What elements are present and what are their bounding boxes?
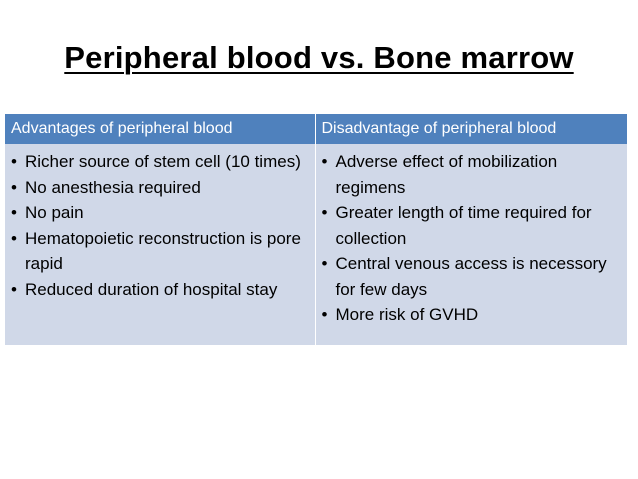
table-body-row (5, 144, 627, 345)
disadvantages-cell (315, 144, 627, 345)
list-item (11, 200, 309, 226)
bullet-icon: • (11, 228, 17, 248)
disadvantage-text: Greater length of time required for collection (335, 203, 592, 248)
advantages-cell (5, 144, 315, 345)
header-advantages: Advantages of peripheral blood (5, 114, 315, 144)
list-item (322, 251, 622, 302)
advantage-text: No pain (25, 203, 84, 222)
bullet-icon: • (321, 152, 328, 171)
advantage-text: Richer source of stem cell (10 times) (25, 152, 301, 171)
bullet-icon: • (321, 305, 328, 324)
table-header-row (5, 114, 627, 144)
slide-title: Peripheral blood vs. Bone marrow (64, 40, 574, 75)
bullet-icon: • (321, 203, 328, 222)
bullet-icon: • (321, 254, 328, 273)
list-item (322, 149, 622, 200)
advantage-text: No anesthesia required (25, 177, 201, 197)
bullet-icon: • (11, 203, 17, 222)
disadvantage-text: More risk of GVHD (335, 305, 479, 324)
list-item (11, 277, 309, 303)
comparison-table (5, 114, 627, 345)
disadvantage-text: Adverse effect of mobilization regimens (335, 152, 558, 197)
advantages-list (11, 149, 309, 302)
bullet-icon: • (11, 177, 17, 197)
list-item (322, 302, 622, 328)
bullet-icon: • (11, 279, 17, 299)
disadvantages-list (322, 149, 622, 328)
list-item (322, 200, 622, 251)
header-disadvantages: Disadvantage of peripheral blood (315, 114, 627, 144)
advantage-text: Reduced duration of hospital stay (25, 279, 278, 299)
bullet-icon: • (11, 152, 17, 171)
list-item (11, 175, 309, 201)
list-item (11, 226, 309, 277)
list-item (11, 149, 309, 175)
disadvantage-text: Central venous access is necessory for few days (335, 254, 607, 299)
advantage-text: Hematopoietic reconstruction is pore rapid (25, 228, 301, 273)
